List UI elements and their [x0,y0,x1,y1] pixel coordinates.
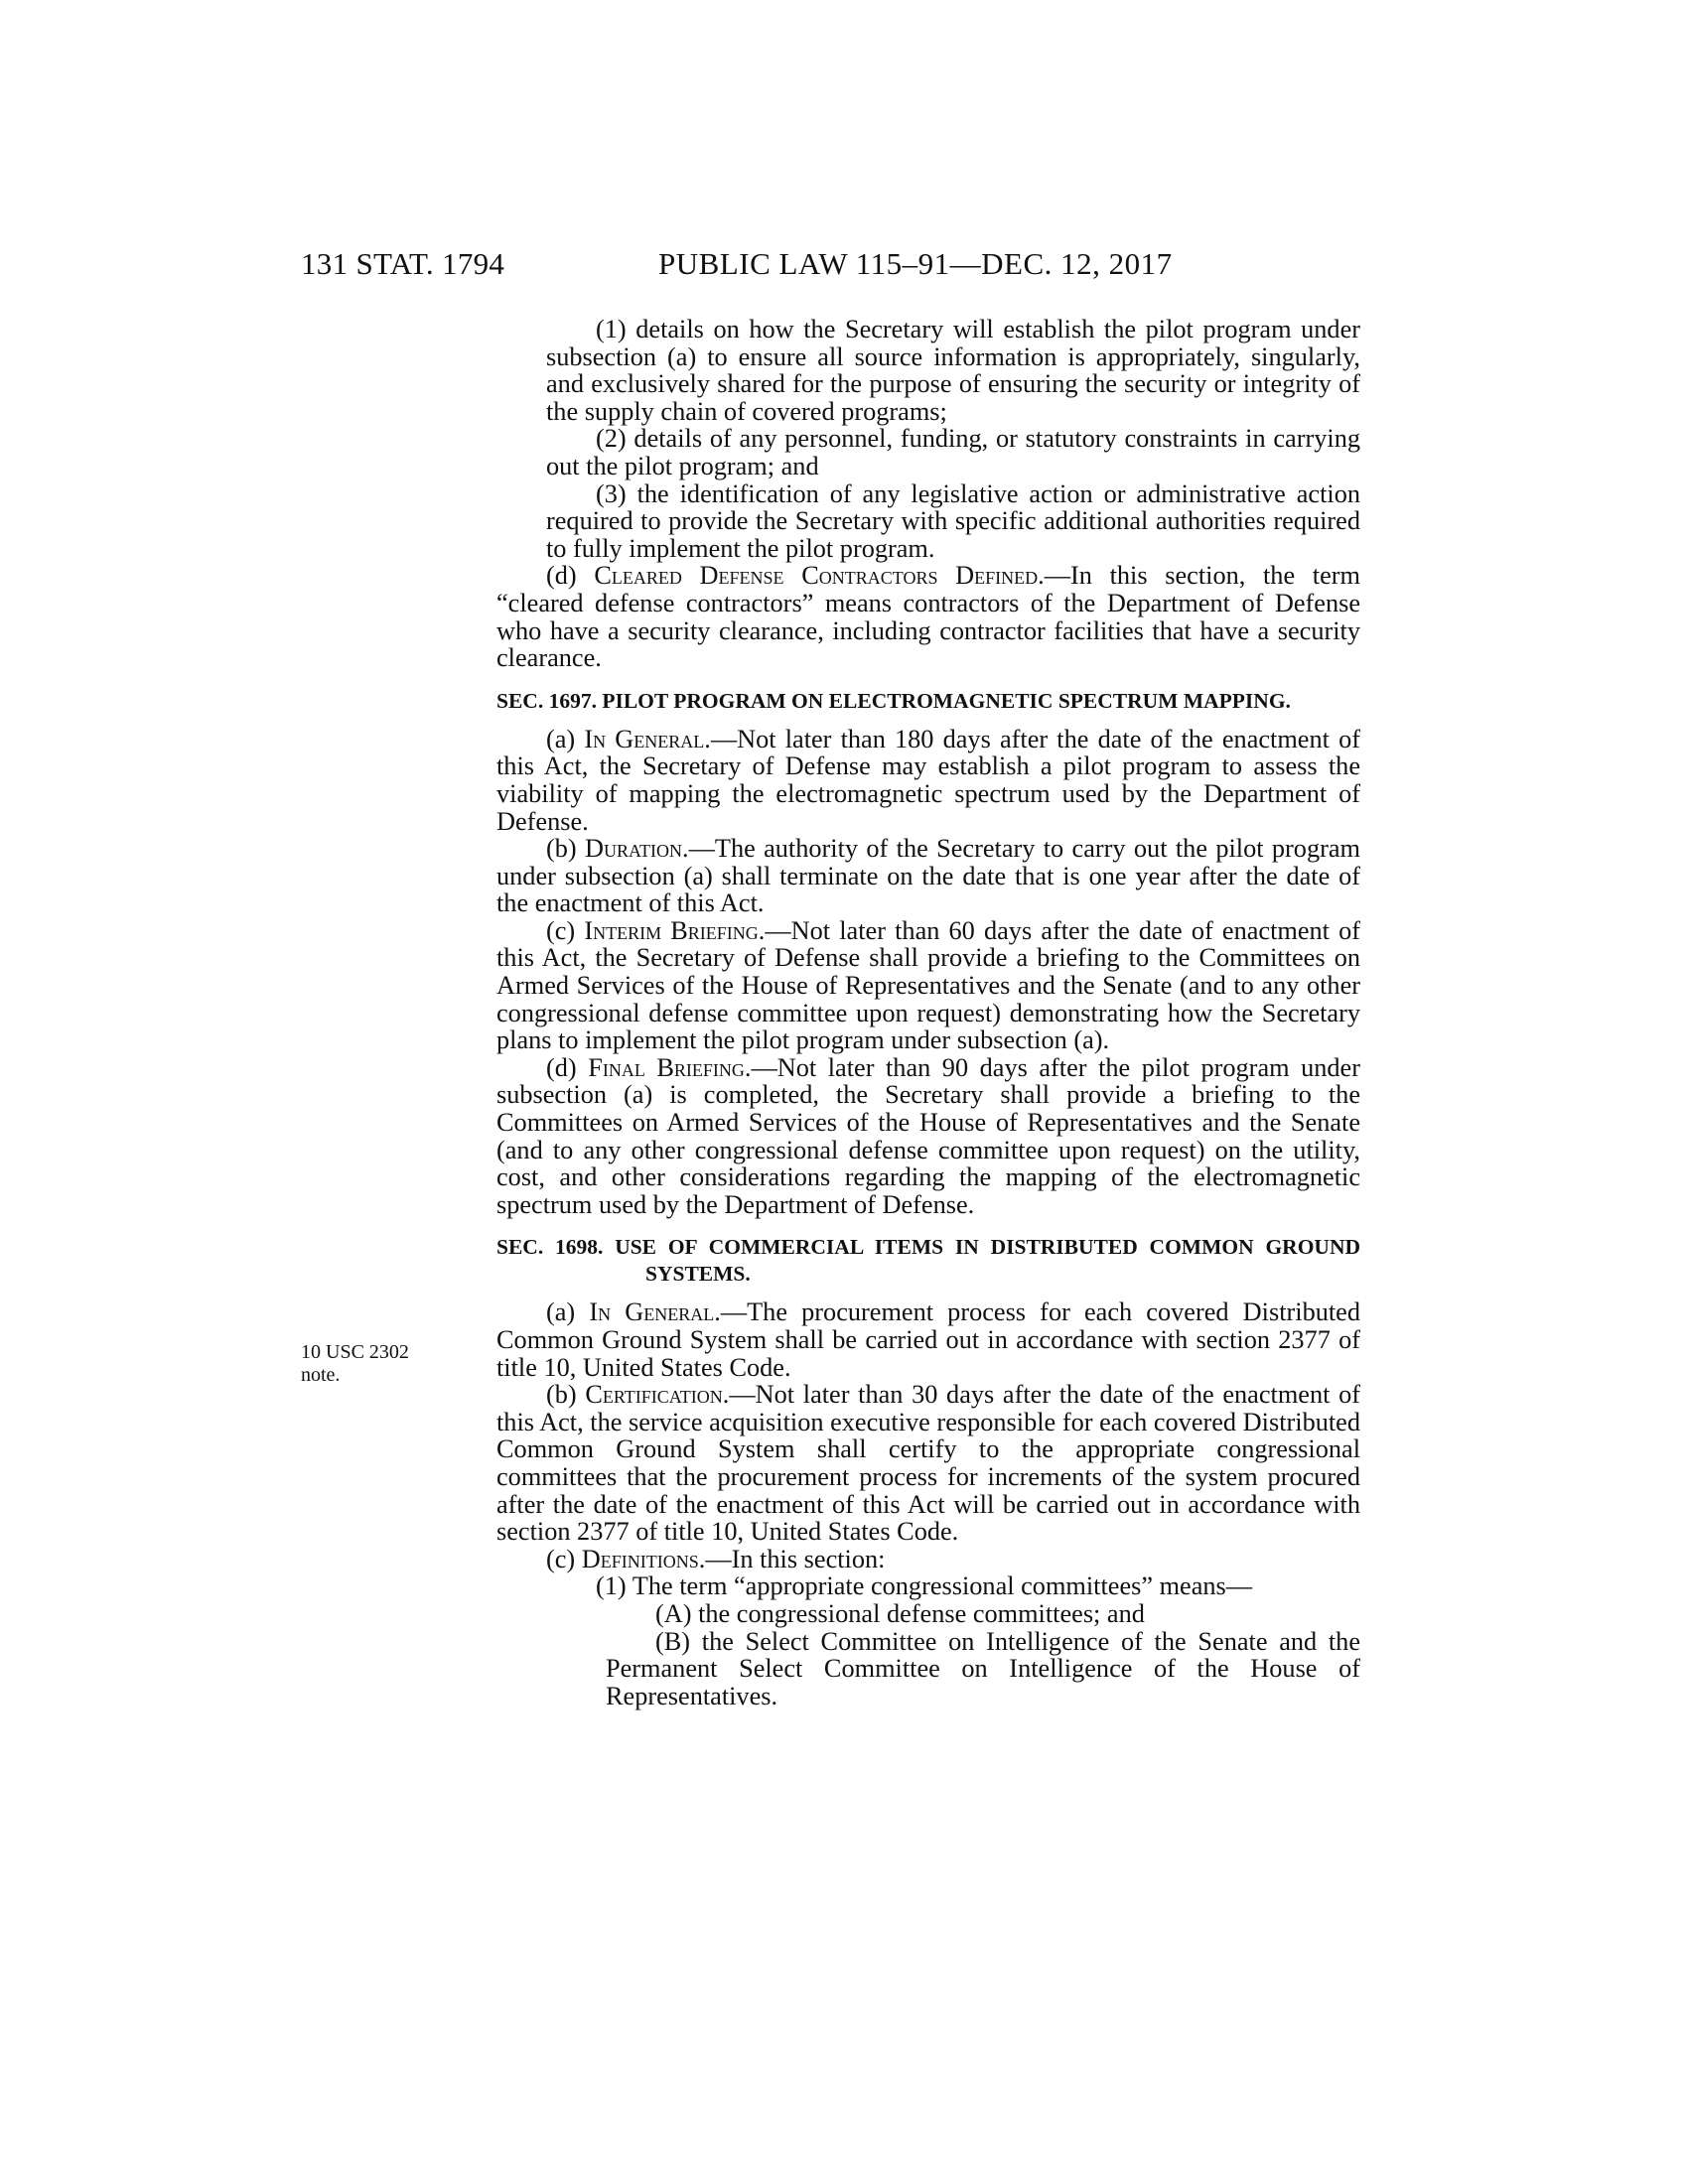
paragraph-1: (1) details on how the Secretary will establish the pilot program under subsection (a) to ensure all source information is appropriately, singularly, and exclusively shared for the purpose of ensuring the security or integrity of the supply chain of covered programs; [546,315,1360,426]
section-title: PILOT PROGRAM ON ELECTROMAGNETIC SPECTRUM MAPPING. [602,688,1291,713]
margin-note-line-2: note. [301,1364,341,1386]
subsection-text: —The authority of the Secretary to carry out the pilot program under subsection (a) shall terminate on the date that is one year after the date of the enactment of this Act. [496,834,1360,918]
sec1697-subsection-c [496,917,1360,1054]
subsection-heading: Cleared Defense Contractors Defined. [594,561,1045,591]
subsection-heading: Interim Briefing. [584,915,766,945]
subsection-label: (c) [546,1544,582,1573]
definition-subparagraph-b: (B) the Select Committee on Intelligence of the Senate and the Permanent Select Committee on Intelligence of the House of Representatives. [606,1626,1360,1710]
public-law-title: PUBLIC LAW 115–91—DEC. 12, 2017 [658,246,1173,281]
section-number: SEC. 1697. [496,688,597,713]
subsection-text: —In this section: [705,1544,886,1573]
sec1698-subsection-a [496,1298,1360,1381]
margin-note-line-1: 10 USC 2302 [301,1341,409,1363]
subsection-heading: Duration. [585,834,689,864]
subsection-text: —Not later than 30 days after the date of the enactment of this Act, the service acquisition executive responsible for each covered Distributed Common Ground System shall certify to the appropriate congressional committees that the procurement process for increments of the system procured after the date of the enactment of this Act will be carried out in accordance with section 2377 of title 10, United States Code. [496,1380,1360,1547]
margin-citation-note [301,1341,430,1387]
subsection-label: (c) [546,915,585,945]
page-header [0,246,1688,290]
sec1697-subsection-d [496,1054,1360,1219]
subsection-text: —In this section, the term “cleared defense contractors” means contractors of the Department of Defense who have a security clearance, including contractor facilities that have a security clearance. [496,561,1360,673]
subsection-text: —The procurement process for each covered Distributed Common Ground System shall be carried out in accordance with section 2377 of title 10, United States Code. [496,1297,1360,1382]
definition-subparagraph-a: (A) the congressional defense committees; and [655,1598,1145,1628]
law-body [496,316,1360,1709]
statute-page-number: 131 STAT. 1794 [301,246,505,281]
subsection-d-cleared-defense-contractors [496,562,1360,671]
sec1697-subsection-b [496,835,1360,917]
sec1698-subsection-c [496,1546,1360,1573]
subsection-label: (b) [546,834,586,864]
subsection-heading: In General. [584,724,711,753]
subsection-label: (b) [546,1380,586,1410]
subsection-text: —Not later than 180 days after the date of the enactment of this Act, the Secretary of Defense may establish a pilot program to assess the viability of mapping the electromagnetic spectrum used by the Department of Defense. [496,724,1360,836]
subsection-label: (d) [546,561,595,591]
paragraph-3: (3) the identification of any legislative action or administrative action required to provide the Secretary with specific additional authorities required to fully implement the pilot program. [546,478,1360,563]
subsection-label: (d) [546,1052,589,1082]
section-title: USE OF COMMERCIAL ITEMS IN DISTRIBUTED COMMON GROUND SYSTEMS. [615,1235,1361,1287]
section-number: SEC. 1698. [496,1235,604,1260]
subsection-heading: Final Briefing. [588,1052,752,1082]
subsection-text: —Not later than 60 days after the date of enactment of this Act, the Secretary of Defense shall provide a briefing to the Committees on Armed Services of the House of Representatives and the Senate (and to any other congressional defense committee upon request) demonstrating how the Secretary plans to implement the pilot program under subsection (a). [496,915,1361,1055]
subsection-text: —Not later than 90 days after the pilot program under subsection (a) is completed, the Secretary shall provide a briefing to the Committees on Armed Services of the House of Representatives and the Senate (and to any other congressional defense committee upon request) on the utility, cost, and other considerations regarding the mapping of the electromagnetic spectrum used by the Department of Defense. [496,1052,1360,1219]
sec1698-subsection-b [496,1381,1360,1546]
paragraph-2: (2) details of any personnel, funding, or statutory constraints in carrying out the pilot program; and [546,424,1360,480]
subsection-label: (a) [546,724,585,753]
section-1697-heading [496,688,1360,715]
subsection-heading: Definitions. [581,1544,706,1573]
subsection-heading: Certification. [585,1380,730,1410]
definition-paragraph-1: (1) The term “appropriate congressional committees” means— [596,1571,1253,1601]
sec1697-subsection-a [496,726,1360,835]
section-1698-heading [496,1234,1360,1288]
subsection-label: (a) [546,1297,590,1327]
subsection-heading: In General. [589,1297,721,1327]
